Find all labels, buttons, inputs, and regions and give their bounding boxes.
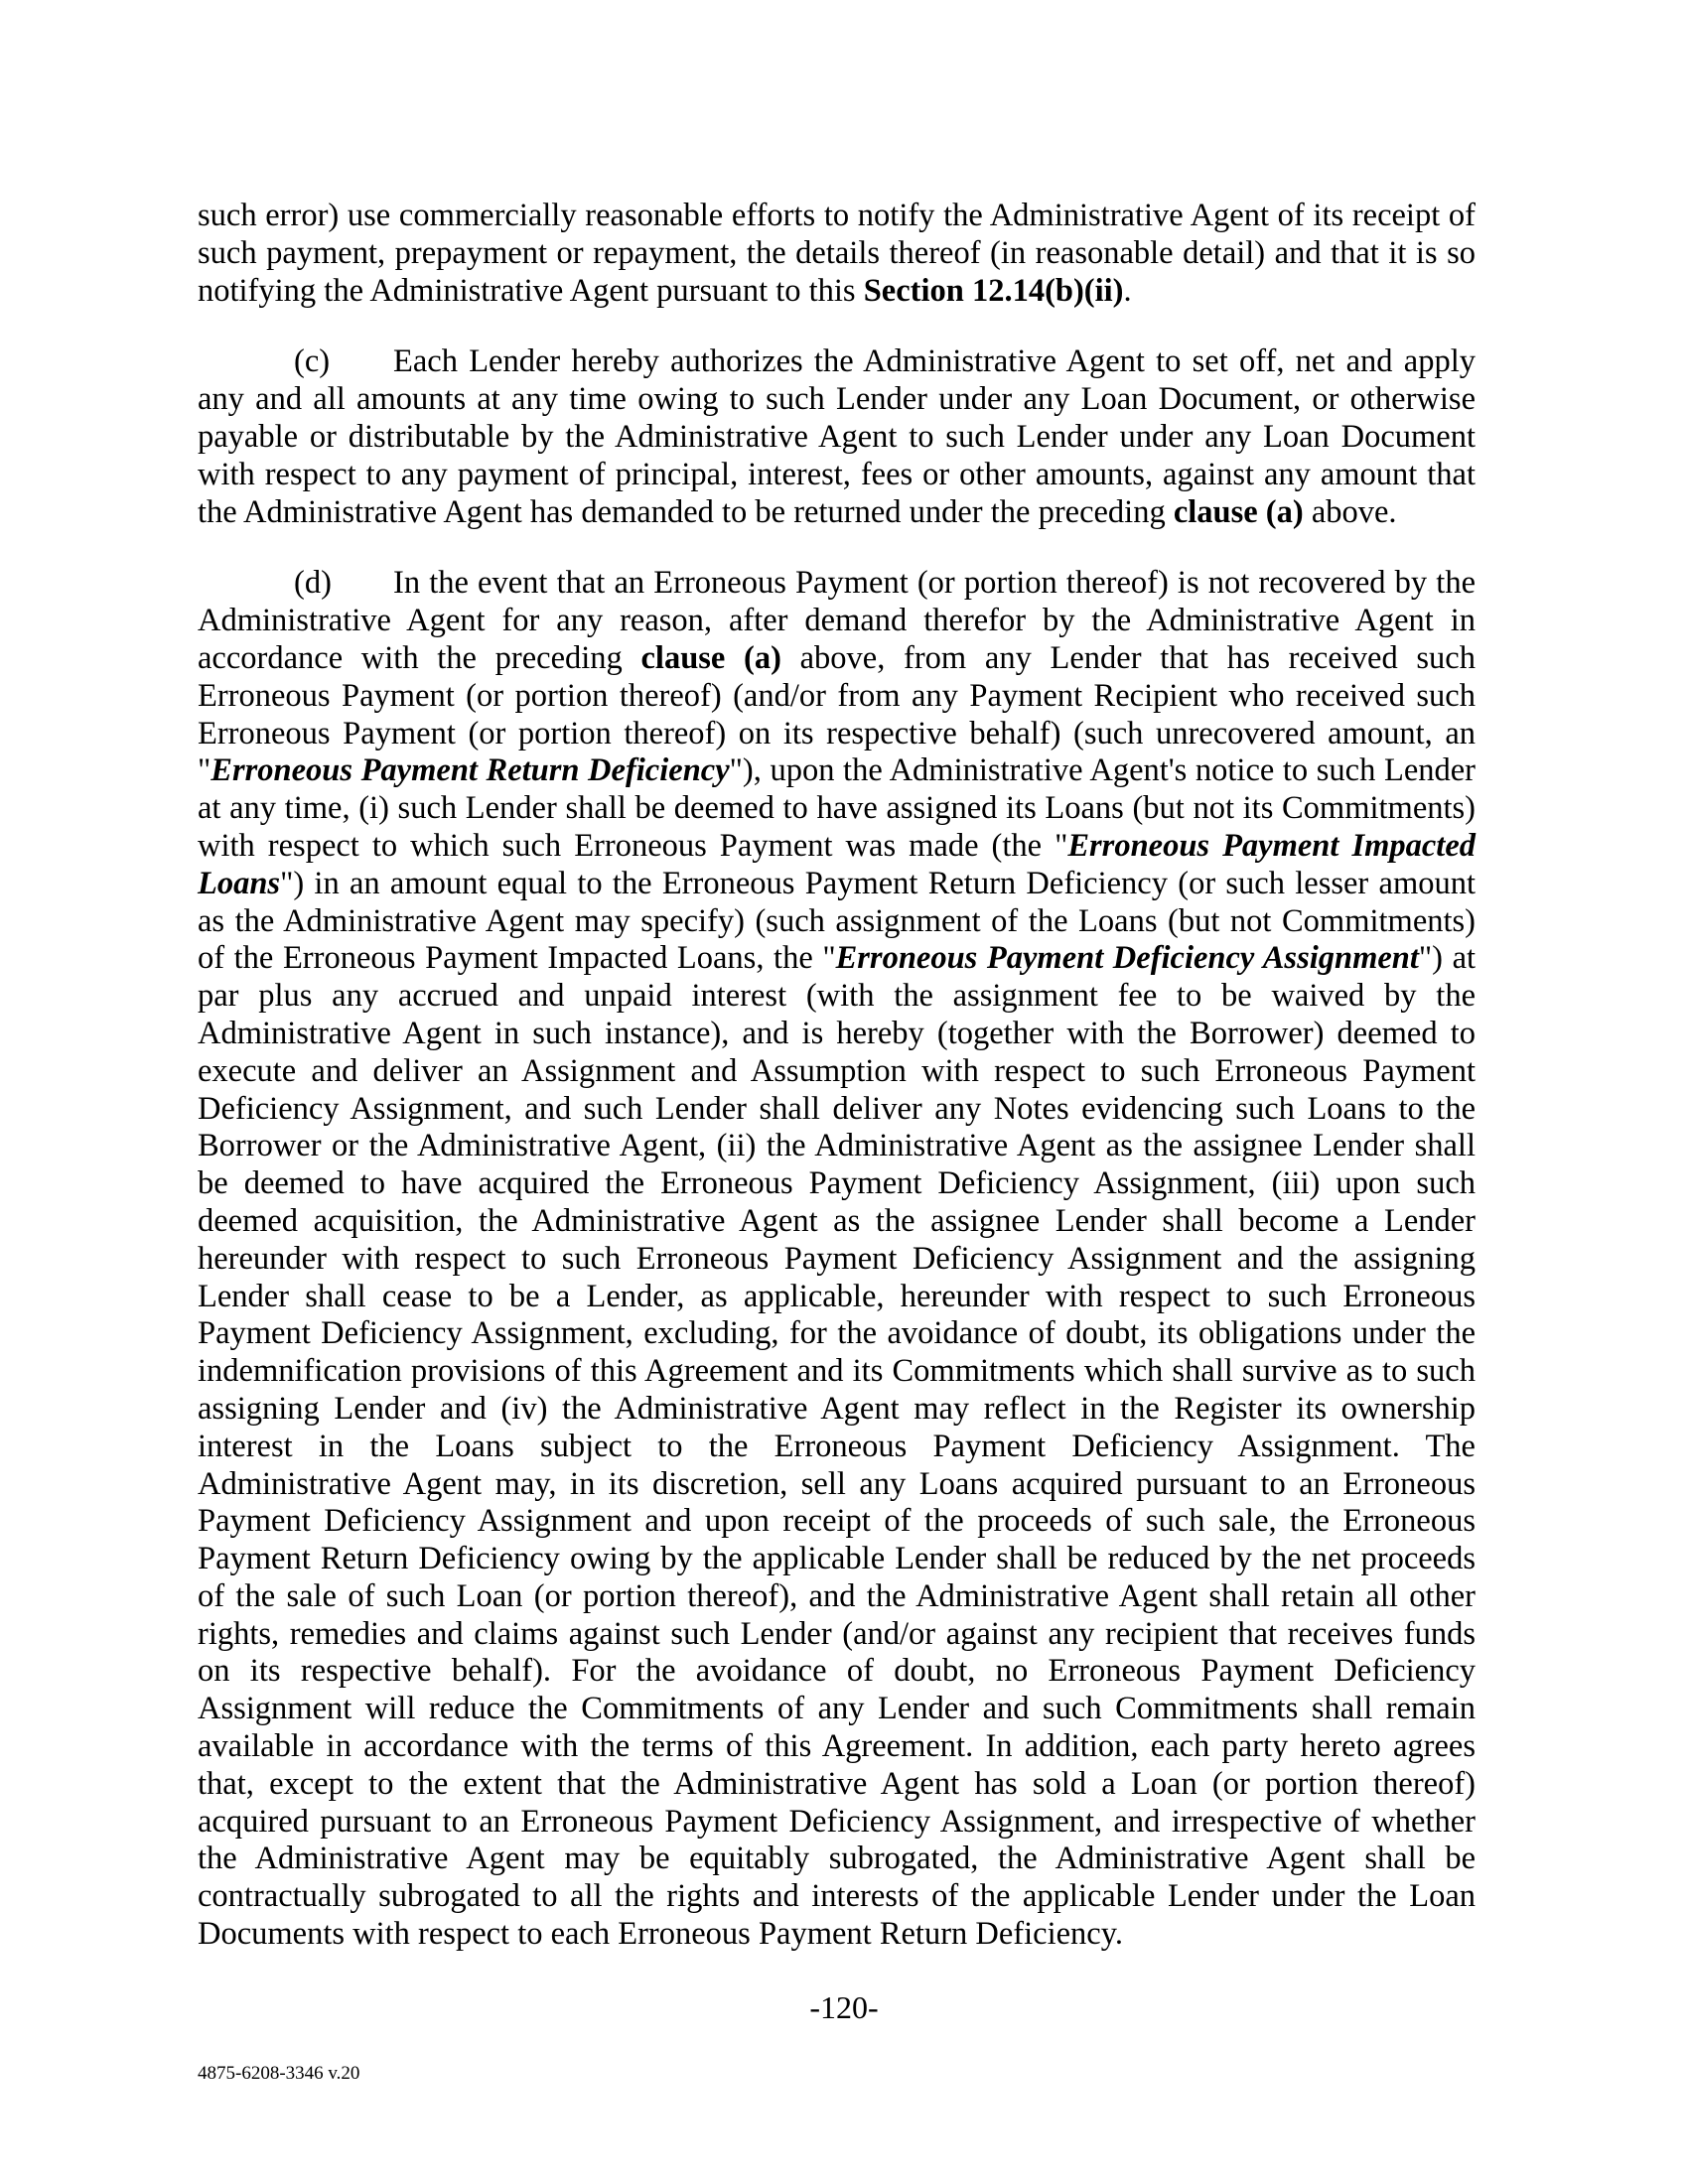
text-run: ") at par plus any accrued and unpaid interest (with the assignment fee to be waived by the Administrative Agent in such instance), and is hereby (together with the Borrower) deemed to execute and deliver an Assignment and Assumption with respect to such Erroneous Payment Deficiency Assignment, and such Lender shall deliver any Notes evidencing such Loans to the Borrower or the Administrative Agent, (ii) the Administrative Agent as the assignee Lender shall be deemed to have acquired the Erroneous Payment Deficiency Assignment, (iii) upon such deemed acquisition, the Administrative Agent as the assignee Lender shall become a Lender hereunder with respect to such Erroneous Payment Deficiency Assignment and the assigning Lender shall cease to be a Lender, as applicable, hereunder with respect to such Erroneous Payment Deficiency Assignment, excluding, for the avoidance of doubt, its obligations under the indemnification provisions of this Agreement and its Commitments which shall survive as to such assigning Lender and (iv) the Administrative Agent may reflect in the Register its ownership interest in the Loans subject to the Erroneous Payment Deficiency Assignment. The Administrative Agent may, in its discretion, sell any Loans acquired pursuant to an Erroneous Payment Deficiency Assignment and upon receipt of the proceeds of such sale, the Erroneous Payment Return Deficiency owing by the applicable Lender shall be reduced by the net proceeds of the sale of such Loan (or portion thereof), and the Administrative Agent shall retain all other rights, remedies and claims against such Lender (and/or against any recipient that receives funds on its respective behalf). For the avoidance of doubt, no Erroneous Payment Deficiency Assignment will reduce the Commitments of any Lender and such Commitments shall remain available in accordance with the terms of this Agreement. In addition, each party hereto agrees that, except to the extent that the Administrative Agent has sold a Loan (or portion thereof) acquired pursuant to an Erroneous Payment Deficiency Assignment, and irrespective of whether the Administrative Agent may be equitably subrogated, the Administrative Agent shall be contractually subrogated to all the rights and interests of the applicable Lender under the Loan Documents with respect to each Erroneous Payment Return Deficiency. [198, 940, 1477, 1953]
text-run: above. [1303, 493, 1397, 530]
text-run: "), upon the Administrative Agent's notice to such Lender at any time, (i) such Lender shall be deemed to have assigned its Loans (but not its Commitments) with respect to which such Erroneous Payment was made (the " [198, 752, 1476, 864]
text-run: ") in an amount equal to the Erroneous Payment Return Deficiency (or such lesser amount as the Administrative Agent may specify) (such assignment of the Loans (but not Commitments) of the Erroneous Payment Impacted Loans, the " [198, 865, 1476, 977]
document-id: 4875-6208-3346 v.20 [198, 2063, 360, 2084]
clause-label: (d) [294, 565, 332, 602]
text-run: In the event that an Erroneous Payment (or portion thereof) is not recovered by the Administrative Agent for any reason, after demand therefor by the Administrative Agent in accordance with the preceding [198, 565, 1476, 676]
text-run: above, from any Lender that has received such Erroneous Payment (or portion thereof) (and/or from any Payment Recipient who received such Erroneous Payment (or portion thereof) on its respective behalf) (such unrecovered amount, an " [198, 639, 1476, 789]
page-number: -120- [809, 1989, 879, 2025]
text-run: such error) use commercially reasonable efforts to notify the Administrative Agent of its receipt of such payment, prepayment or repayment, the details thereof (in reasonable detail) and that it is so notifying the Administrative Agent pursuant to this [198, 198, 1476, 309]
cross-reference: Section 12.14(b)(ii) [863, 272, 1124, 309]
cross-reference: clause (a) [1173, 493, 1304, 530]
text-run: Each Lender hereby authorizes the Administrative Agent to set off, net and apply any and all amounts at any time owing to such Lender under any Loan Document, or otherwise payable or distributable by the Administrative Agent to such Lender under any Loan Document with respect to any payment of principal, interest, fees or other amounts, against any amount that the Administrative Agent has demanded to be returned under the preceding [198, 343, 1476, 530]
defined-term: Erroneous Payment Return Deficiency [211, 752, 730, 789]
paragraph [198, 343, 1476, 531]
paragraph [198, 198, 1476, 310]
document-body [198, 198, 1476, 1987]
cross-reference: clause (a) [640, 639, 781, 676]
paragraph [198, 565, 1476, 1953]
text-run: . [1123, 272, 1132, 309]
clause-label: (c) [294, 343, 331, 380]
defined-term: Erroneous Payment Impacted Loans [198, 827, 1476, 901]
defined-term: Erroneous Payment Deficiency Assignment [835, 940, 1419, 977]
